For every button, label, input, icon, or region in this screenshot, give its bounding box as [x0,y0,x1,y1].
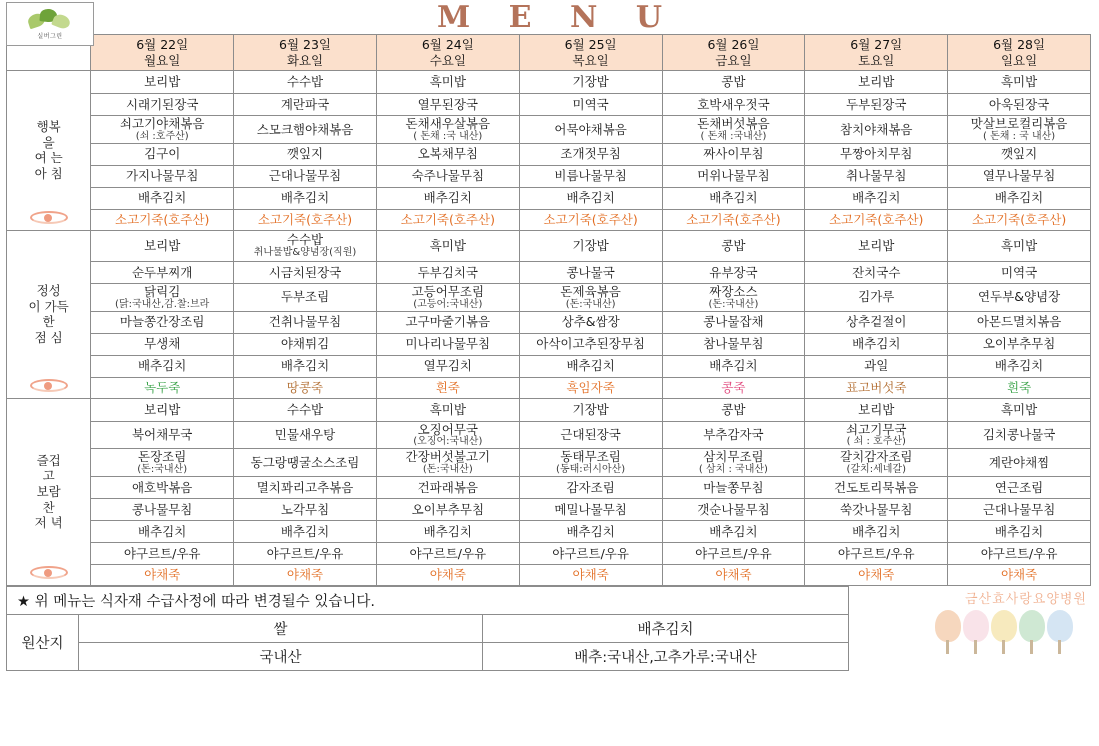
menu-dish-cell: 짜사이무침 [662,143,805,165]
menu-accent-cell: 소고기죽(호주산) [805,209,948,230]
menu-dish-cell: 근대된장국 [519,421,662,449]
menu-dish-cell: 콩나물무침 [91,499,234,521]
day-header: 6월 22일 월요일 [91,35,234,71]
menu-dish-cell: 야구르트/우유 [948,543,1091,565]
leaf-icon [27,9,73,29]
menu-dish-cell: 배추김치 [91,187,234,209]
menu-dish-cell: 마늘쫑무침 [662,477,805,499]
menu-dish-cell: 야구르트/우유 [519,543,662,565]
table-row [7,165,1091,187]
table-row [7,116,1091,144]
menu-dish-cell: 스모크햄야채볶음 [234,116,377,144]
menu-rice-cell: 콩밥 [662,398,805,421]
meal-label-line: 저 녁 [34,515,63,531]
menu-dish-cell: 배추김치 [519,355,662,377]
menu-dish-cell: 북어채무국 [91,421,234,449]
table-row [7,421,1091,449]
table-row [7,333,1091,355]
menu-rice-cell: 기장밥 [519,230,662,261]
menu-dish-cell: 짜장소스 (돈:국내산) [662,283,805,311]
menu-dish-cell: 무생채 [91,333,234,355]
meal-label-line: 이 가득 [28,298,69,314]
menu-rice-cell: 흑미밥 [948,398,1091,421]
table-row [7,261,1091,283]
table-row [7,449,1091,477]
page-header [0,0,1099,40]
menu-dish-cell: 미역국 [948,261,1091,283]
menu-dish-cell: 건도토리묵볶음 [805,477,948,499]
menu-dish-cell: 간장버섯불고기 (돈:국내산) [376,449,519,477]
menu-dish-cell: 야구르트/우유 [376,543,519,565]
menu-dish-cell: 배추김치 [805,333,948,355]
menu-dish-cell: 계란야채찜 [948,449,1091,477]
day-header: 6월 23일 화요일 [234,35,377,71]
menu-dish-cell: 근대나물무침 [234,165,377,187]
menu-rice-cell: 수수밥 취나물밥&양념장(직원) [234,230,377,261]
menu-dish-cell: 참나물무침 [662,333,805,355]
menu-rice-cell: 수수밥 [234,398,377,421]
menu-accent-cell: 야채죽 [948,565,1091,586]
table-row [7,187,1091,209]
menu-dish-cell: 비름나물무침 [519,165,662,187]
menu-dish-cell: 배추김치 [376,187,519,209]
menu-dish-cell: 마늘쫑간장조림 [91,311,234,333]
menu-dish-cell: 김치콩나물국 [948,421,1091,449]
menu-rice-cell: 보리밥 [805,71,948,94]
menu-dish-cell: 두부조림 [234,283,377,311]
menu-dish-cell: 부추감자국 [662,421,805,449]
menu-accent-cell: 소고기죽(호주산) [662,209,805,230]
meal-section-label [7,71,91,231]
menu-dish-cell: 배추김치 [805,187,948,209]
meal-section-label [7,398,91,586]
menu-dish-cell: 야구르트/우유 [234,543,377,565]
menu-dish-cell: 미역국 [519,94,662,116]
menu-dish-cell: 순두부찌개 [91,261,234,283]
menu-dish-cell: 시금치된장국 [234,261,377,283]
day-header: 6월 28일 일요일 [948,35,1091,71]
menu-dish-cell: 애호박볶음 [91,477,234,499]
menu-accent-cell: 야채죽 [376,565,519,586]
day-header: 6월 27일 토요일 [805,35,948,71]
table-row [7,521,1091,543]
meal-label-line: 보람 [36,484,61,500]
table-row [7,499,1091,521]
menu-dish-cell: 호박새우젓국 [662,94,805,116]
table-header-row [7,35,1091,71]
meal-label-line: 한 [42,314,55,330]
menu-dish-cell: 배추김치 [234,187,377,209]
table-row [7,143,1091,165]
menu-dish-cell: 동그랑땡굴소스조림 [234,449,377,477]
hospital-name: 금산효사랑요양병원 [964,592,1087,608]
menu-dish-cell: 배추김치 [805,521,948,543]
menu-dish-cell: 건파래볶음 [376,477,519,499]
menu-dish-cell: 배추김치 [662,521,805,543]
meal-label-line: 찬 [42,499,55,515]
menu-dish-cell: 노각무침 [234,499,377,521]
menu-dish-cell: 돈채버섯볶음 ( 돈채 :국내산) [662,116,805,144]
menu-dish-cell: 열무나물무침 [948,165,1091,187]
menu-dish-cell: 연두부&양념장 [948,283,1091,311]
menu-accent-cell: 소고기죽(호주산) [234,209,377,230]
menu-dish-cell: 무짱아치무침 [805,143,948,165]
menu-rice-cell: 보리밥 [91,230,234,261]
meal-label-line: 행복 [36,119,61,135]
menu-dish-cell: 배추김치 [91,521,234,543]
menu-dish-cell: 쇠고기무국 ( 쇠 : 호주산) [805,421,948,449]
menu-dish-cell: 오이부추무침 [948,333,1091,355]
menu-accent-cell: 콩죽 [662,377,805,398]
menu-dish-cell: 배추김치 [662,355,805,377]
menu-dish-cell: 배추김치 [662,187,805,209]
smile-eye-icon [27,563,71,581]
menu-note: ★ 위 메뉴는 식자재 수급사정에 따라 변경될수 있습니다. [7,587,849,615]
menu-dish-cell: 과일 [805,355,948,377]
menu-dish-cell: 깻잎지 [948,143,1091,165]
origin-table [6,586,1092,671]
origin-item-kimchi: 배추김치 [483,615,849,643]
menu-dish-cell: 민물새우탕 [234,421,377,449]
table-row [7,94,1091,116]
menu-accent-cell: 소고기죽(호주산) [519,209,662,230]
menu-dish-cell: 동태무조림 (동태:러시아산) [519,449,662,477]
menu-rice-cell: 기장밥 [519,71,662,94]
menu-dish-cell: 가지나물무침 [91,165,234,187]
weekly-menu-table [6,34,1091,586]
menu-dish-cell: 두부김치국 [376,261,519,283]
page-title: M E N U [437,0,676,35]
menu-dish-cell: 메밀나물무침 [519,499,662,521]
menu-dish-cell: 배추김치 [519,187,662,209]
menu-rice-cell: 흑미밥 [948,71,1091,94]
table-row [7,209,1091,230]
menu-dish-cell: 고등어무조림 (고등어:국내산) [376,283,519,311]
menu-dish-cell: 오징어무국 (오징어:국내산) [376,421,519,449]
menu-dish-cell: 숙주나물무침 [376,165,519,187]
menu-dish-cell: 계란파국 [234,94,377,116]
menu-dish-cell: 잔치국수 [805,261,948,283]
day-header: 6월 26일 금요일 [662,35,805,71]
footer [6,586,1091,671]
menu-dish-cell: 야구르트/우유 [805,543,948,565]
menu-dish-cell: 두부된장국 [805,94,948,116]
menu-dish-cell: 야구르트/우유 [662,543,805,565]
menu-dish-cell: 쇠고기야채볶음 (쇠 :호주산) [91,116,234,144]
meal-label-line: 아 침 [34,166,63,181]
trees-illustration [935,606,1085,654]
menu-accent-cell: 야채죽 [519,565,662,586]
menu-dish-cell: 야채튀김 [234,333,377,355]
menu-rice-cell: 보리밥 [805,398,948,421]
menu-rice-cell: 흑미밥 [948,230,1091,261]
menu-dish-cell: 배추김치 [519,521,662,543]
menu-dish-cell: 김구이 [91,143,234,165]
menu-dish-cell: 갈치감자조림 (갈치:세네갈) [805,449,948,477]
menu-dish-cell: 참치야채볶음 [805,116,948,144]
menu-dish-cell: 감자조림 [519,477,662,499]
menu-dish-cell: 배추김치 [948,521,1091,543]
table-row [7,565,1091,586]
menu-dish-cell: 콩나물국 [519,261,662,283]
menu-rice-cell: 보리밥 [91,398,234,421]
menu-dish-cell: 배추김치 [376,521,519,543]
menu-rice-cell: 콩밥 [662,230,805,261]
menu-dish-cell: 삼치무조림 ( 삼치 : 국내산) [662,449,805,477]
menu-accent-cell: 야채죽 [234,565,377,586]
menu-accent-cell: 소고기죽(호주산) [91,209,234,230]
menu-accent-cell: 표고버섯죽 [805,377,948,398]
menu-dish-cell: 배추김치 [234,355,377,377]
origin-value-kimchi: 배추:국내산,고추가루:국내산 [483,643,849,671]
table-row [7,230,1091,261]
menu-dish-cell: 돈채새우살볶음 ( 돈채 :국 내산) [376,116,519,144]
menu-rice-cell: 수수밥 [234,71,377,94]
menu-dish-cell: 배추김치 [948,187,1091,209]
meal-label-line: 을 [42,134,55,150]
menu-accent-cell: 흑임자죽 [519,377,662,398]
menu-dish-cell: 상추&쌈장 [519,311,662,333]
meal-label-line: 점 심 [34,329,63,345]
menu-dish-cell: 건취나물무침 [234,311,377,333]
menu-dish-cell: 콩나물잡채 [662,311,805,333]
menu-accent-cell: 녹두죽 [91,377,234,398]
menu-dish-cell: 아삭이고추된장무침 [519,333,662,355]
menu-dish-cell: 연근조림 [948,477,1091,499]
menu-dish-cell: 쑥갓나물무침 [805,499,948,521]
meal-label-line: 여 는 [34,150,63,166]
table-row [7,355,1091,377]
meal-section-label [7,230,91,398]
table-row [7,543,1091,565]
menu-accent-cell: 흰죽 [376,377,519,398]
menu-dish-cell: 돈장조림 (돈:국내산) [91,449,234,477]
menu-accent-cell: 야채죽 [662,565,805,586]
menu-dish-cell: 오이부추무침 [376,499,519,521]
day-header: 6월 24일 수요일 [376,35,519,71]
menu-rice-cell: 콩밥 [662,71,805,94]
menu-rice-cell: 흑미밥 [376,398,519,421]
menu-rice-cell: 기장밥 [519,398,662,421]
origin-label: 원산지 [7,615,79,671]
menu-dish-cell: 배추김치 [234,521,377,543]
meal-label-line: 즐겁 [36,452,61,468]
menu-accent-cell: 야채죽 [91,565,234,586]
menu-dish-cell: 배추김치 [948,355,1091,377]
menu-dish-cell: 갯순나물무침 [662,499,805,521]
menu-dish-cell: 야구르트/우유 [91,543,234,565]
table-row [7,398,1091,421]
menu-dish-cell: 시래기된장국 [91,94,234,116]
menu-accent-cell: 땅콩죽 [234,377,377,398]
menu-dish-cell: 머위나물무침 [662,165,805,187]
menu-accent-cell: 소고기죽(호주산) [948,209,1091,230]
menu-dish-cell: 미나리나물무침 [376,333,519,355]
menu-dish-cell: 어묵야채볶음 [519,116,662,144]
logo [6,2,94,46]
menu-rice-cell: 흑미밥 [376,71,519,94]
menu-dish-cell: 고구마줄기볶음 [376,311,519,333]
menu-dish-cell: 아욱된장국 [948,94,1091,116]
menu-dish-cell: 유부장국 [662,261,805,283]
menu-dish-cell: 배추김치 [91,355,234,377]
menu-dish-cell: 열무김치 [376,355,519,377]
note-row [7,587,1092,615]
table-row [7,283,1091,311]
day-header: 6월 25일 목요일 [519,35,662,71]
menu-dish-cell: 김가루 [805,283,948,311]
menu-rice-cell: 보리밥 [805,230,948,261]
menu-dish-cell: 오복채무침 [376,143,519,165]
menu-dish-cell: 아몬드멸치볶음 [948,311,1091,333]
table-row [7,477,1091,499]
menu-dish-cell: 취나물무침 [805,165,948,187]
table-row [7,311,1091,333]
menu-dish-cell: 맛살브로컬리볶음 ( 돈채 : 국 내산) [948,116,1091,144]
menu-dish-cell: 열무된장국 [376,94,519,116]
menu-accent-cell: 흰죽 [948,377,1091,398]
menu-dish-cell: 상추겉절이 [805,311,948,333]
meal-label-line: 고 [42,468,55,484]
menu-dish-cell: 근대나물무침 [948,499,1091,521]
menu-dish-cell: 돈제육볶음 (돈:국내산) [519,283,662,311]
table-row [7,377,1091,398]
menu-rice-cell: 보리밥 [91,71,234,94]
logo-text: 실버그린 [37,32,63,40]
meal-label-line: 정성 [36,282,61,298]
menu-dish-cell: 조개젓무침 [519,143,662,165]
origin-item-rice: 쌀 [79,615,483,643]
menu-body [7,71,1091,586]
smile-eye-icon [27,208,71,226]
menu-dish-cell: 깻잎지 [234,143,377,165]
table-row [7,71,1091,94]
menu-accent-cell: 야채죽 [805,565,948,586]
smile-eye-icon [27,376,71,394]
menu-accent-cell: 소고기죽(호주산) [376,209,519,230]
menu-dish-cell: 멸치꽈리고추볶음 [234,477,377,499]
origin-value-rice: 국내산 [79,643,483,671]
menu-dish-cell: 닭릭김 (닭:국내산,감.찰:브라 [91,283,234,311]
menu-rice-cell: 흑미밥 [376,230,519,261]
